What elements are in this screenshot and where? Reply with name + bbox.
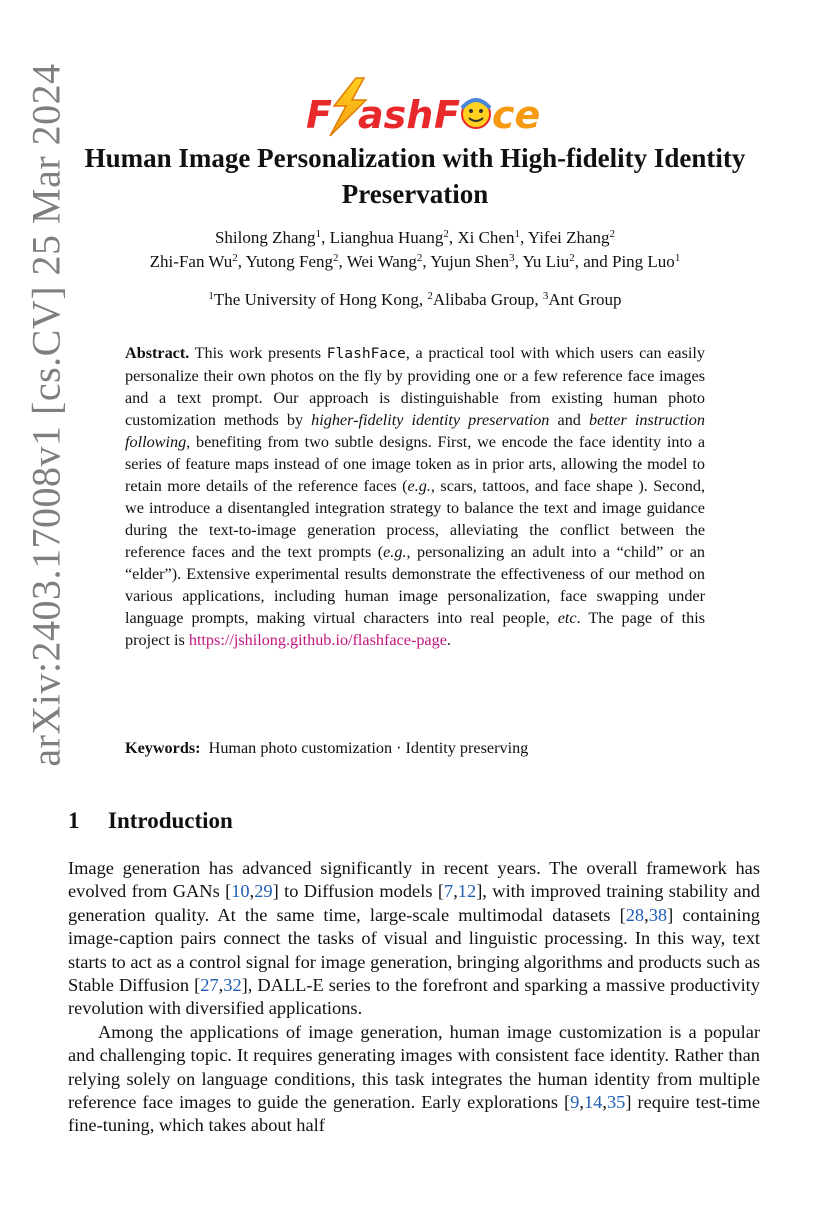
tool-name: FlashFace bbox=[326, 345, 406, 362]
citation-link[interactable]: 14 bbox=[583, 1092, 603, 1113]
author-list bbox=[70, 226, 760, 274]
section-number: 1 bbox=[68, 808, 80, 833]
affiliation: Ant Group bbox=[548, 290, 622, 309]
author-line-1: Shilong Zhang$^1$, Lianghua Huang$^2$, Xi Chen$^1$, Yifei Zhang$^2$ bbox=[214, 228, 616, 247]
citation-link[interactable]: 9 bbox=[570, 1092, 580, 1113]
author: Yutong Feng bbox=[245, 252, 333, 271]
citation-link[interactable]: 27 bbox=[200, 975, 219, 996]
svg-text:ce: ce bbox=[492, 93, 540, 137]
citation-link[interactable]: 7 bbox=[443, 881, 454, 902]
arxiv-stamp bbox=[22, 60, 70, 770]
citation-link[interactable]: 28 bbox=[625, 904, 645, 925]
face-icon bbox=[462, 100, 490, 128]
citation-link[interactable]: 10 bbox=[231, 881, 250, 902]
author: Yu Liu bbox=[522, 252, 570, 271]
author-line-2: Zhi-Fan Wu$^2$, Yutong Feng$^2$, Wei Wang$^2$, Yujun Shen$^3$, Yu Liu$^2$, and Ping Luo$^1$ bbox=[149, 252, 681, 271]
affiliation: Alibaba Group bbox=[432, 290, 535, 309]
intro-body bbox=[68, 857, 760, 1138]
keywords-text: Human photo customization · Identity preserving bbox=[208, 739, 529, 757]
citation-link[interactable]: 12 bbox=[457, 881, 477, 902]
author: Xi Chen bbox=[457, 228, 515, 247]
paragraph: Image generation has advanced significantly in recent years. The overall framework has evolved from GANs [10,29] to Diffusion models [7,12], with improved training stability and generation quality. At the same time, large-scale multimodal datasets [28,38] containing image-caption pairs connect the tasks of visual and linguistic processing. In this way, text starts to act as a control signal for image generation, bringing algorithms and products such as Stable Diffusion [27,32], DALL-E series to the forefront and sparking a massive productivity revolution with diversified applications. bbox=[68, 858, 760, 1019]
svg-text:ash: ash bbox=[358, 93, 434, 137]
flashface-logo bbox=[300, 76, 540, 138]
author: Lianghua Huang bbox=[329, 228, 444, 247]
citation-link[interactable]: 32 bbox=[223, 975, 242, 996]
svg-text:F: F bbox=[306, 93, 332, 137]
author: Yujun Shen bbox=[430, 252, 510, 271]
author: Ping Luo bbox=[612, 252, 675, 271]
keywords-label: Keywords: bbox=[125, 739, 201, 757]
abstract: Abstract. This work presents FlashFace, a practical tool with which users can easily personalize their own photos on the fly by providing one or a few reference face images and a text prompt. Our approach is distinguishable from existing human photo customization methods by higher-fidelity identity preservation and better instruction following, benefiting from two subtle designs. First, we encode the face identity into a series of feature maps instead of one image token as in prior arts, allowing the model to retain more details of the reference faces (e.g., scars, tattoos, and face shape ). Second, we introduce a disentangled integration strategy to balance the text and image guidance during the text-to-image generation process, alleviating the conflict between the reference faces and the text prompts (e.g., personalizing an adult into a “child” or an “elder”). Extensive experimental results demonstrate the effectiveness of our method on various applications, including human image personalization, face swapping under language prompts, making virtual characters into real people, etc. The page of this project is https://jshilong.github.io/flashface-page. bbox=[125, 344, 706, 649]
citation-link[interactable]: 29 bbox=[254, 881, 273, 902]
paper-title: Human Image Personalization with High-fidelity Identity Preservation bbox=[84, 143, 746, 209]
author: Wei Wang bbox=[346, 252, 417, 271]
arxiv-identifier: arXiv:2403.17008v1 [cs.CV] 25 Mar 2024 bbox=[23, 63, 69, 767]
citation-link[interactable]: 35 bbox=[606, 1092, 626, 1113]
author: Zhi-Fan Wu bbox=[149, 252, 233, 271]
abstract-label: Abstract. bbox=[125, 344, 190, 362]
section-title: Introduction bbox=[108, 808, 233, 833]
project-page-link[interactable]: https://jshilong.github.io/flashface-page bbox=[188, 631, 447, 649]
keywords bbox=[125, 737, 705, 759]
author: Shilong Zhang bbox=[214, 228, 316, 247]
section-heading bbox=[68, 806, 233, 836]
svg-text:F: F bbox=[434, 93, 460, 137]
author: Yifei Zhang bbox=[527, 228, 610, 247]
affiliation: The University of Hong Kong bbox=[213, 290, 419, 309]
citation-link[interactable]: 38 bbox=[648, 904, 668, 925]
paragraph: Among the applications of image generation, human image customization is a popular and challenging topic. It requires generating images with consistent face identity. Rather than relying solely on language conditions, this task integrates the human identity from multiple reference face images to guide the generation. Early explorations [9,14,35] require test-time fine-tuning, which takes about half bbox=[68, 1021, 760, 1136]
affiliations: $^1$The University of Hong Kong, $^2$Alibaba Group, $^3$Ant Group bbox=[208, 290, 622, 309]
